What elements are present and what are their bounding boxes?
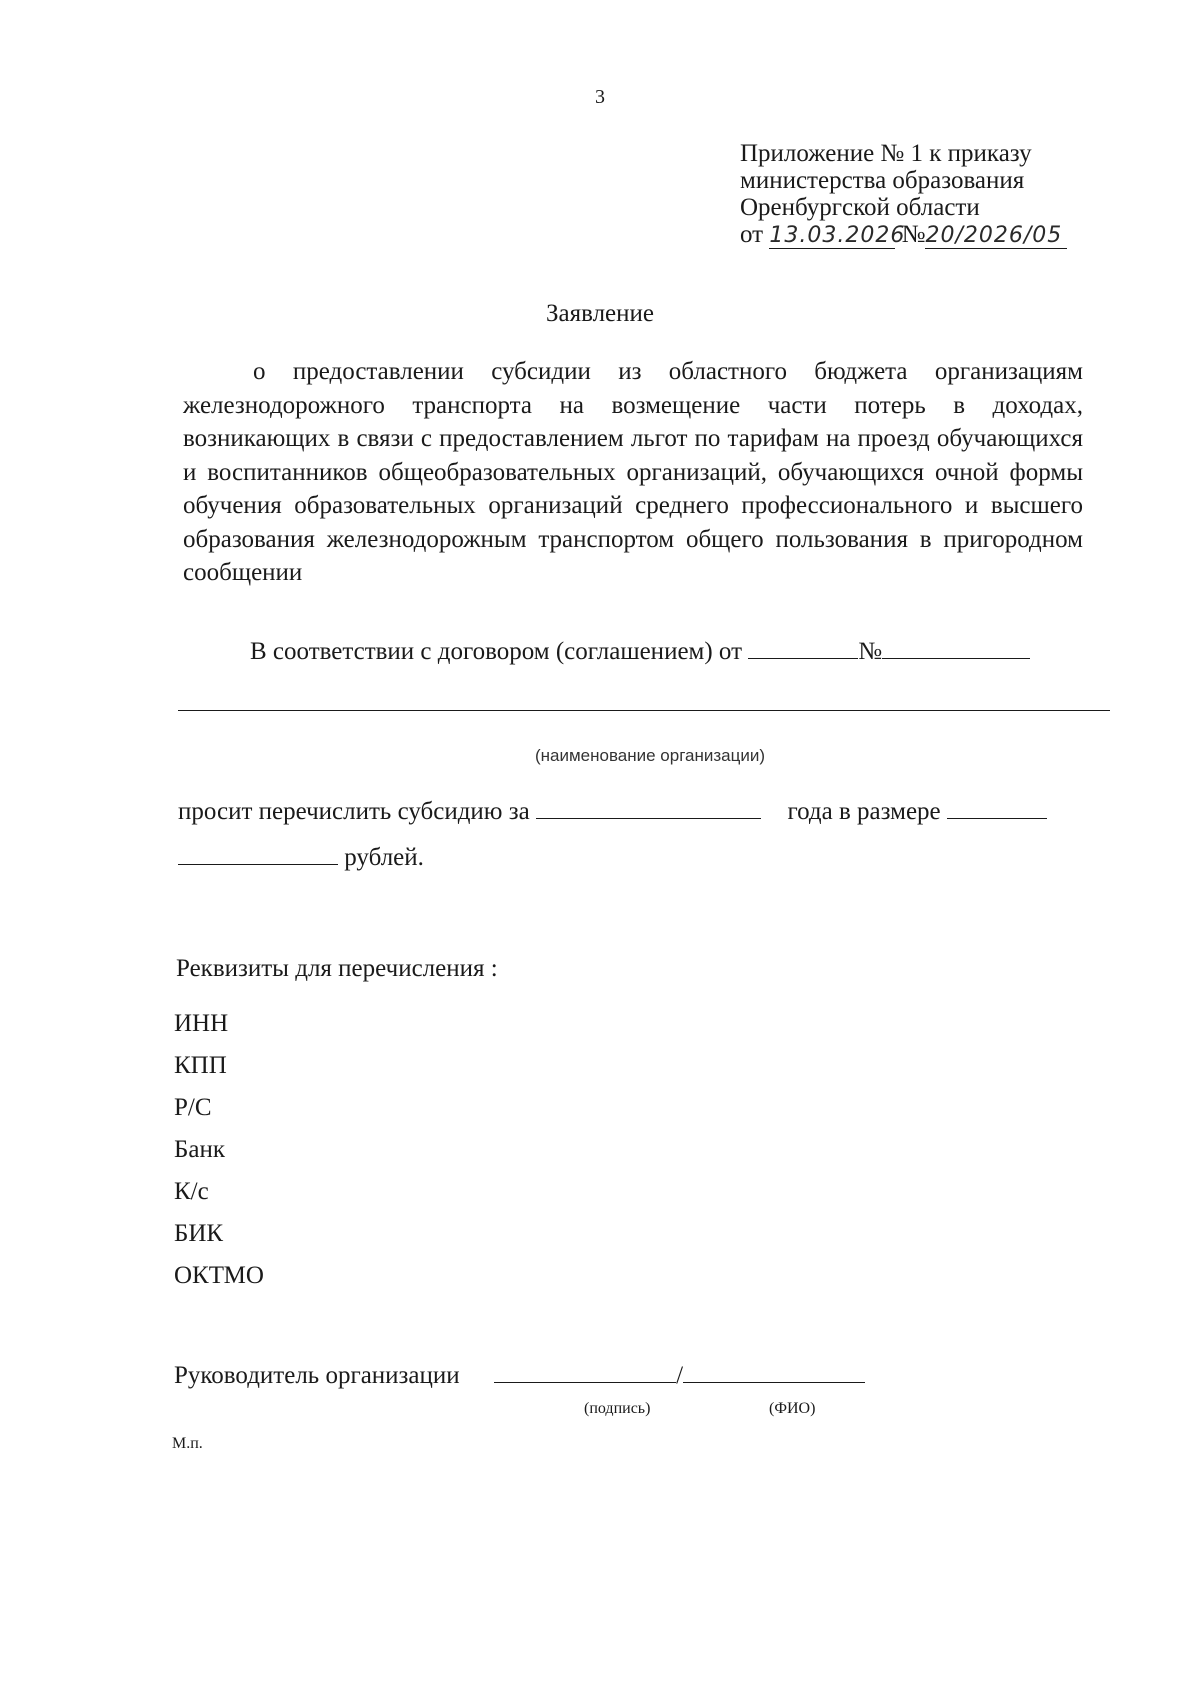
document-title: Заявление [545,300,655,327]
requisite-account: Р/С [174,1094,212,1121]
agreement-date-field[interactable] [748,636,858,659]
handwritten-date: 13.03.2026 [769,223,906,248]
amount-line [178,842,424,872]
signature-caption: (подпись) [584,1400,651,1417]
agreement-number-sign: № [858,638,883,665]
appendix-date-line [740,221,1067,249]
request-line [178,796,1047,826]
amount-field-continued[interactable] [178,842,338,865]
organization-name-caption: (наименование организации) [534,746,766,765]
fio-field[interactable] [683,1360,865,1383]
amount-unit: рублей. [344,844,424,871]
agreement-line [250,636,1030,666]
seal-mark: М.п. [172,1435,203,1452]
request-text: просит перечислить субсидию за [178,798,530,825]
fio-caption: (ФИО) [769,1400,816,1417]
requisite-oktmo: ОКТМО [174,1262,264,1289]
appendix-line-3: Оренбургской области [740,194,980,221]
handwritten-number: 20/2026/05 [925,224,1067,249]
agreement-number-field[interactable] [882,636,1030,659]
requisite-inn: ИНН [174,1010,229,1037]
period-field[interactable] [536,796,761,819]
appendix-block [740,140,1067,249]
signature-row [174,1360,865,1390]
requisite-corr-account: К/с [174,1178,209,1205]
request-text-amount: года в размере [787,798,941,825]
page-number: 3 [595,86,605,108]
requisite-bank: Банк [174,1136,225,1163]
document-subject: о предоставлении субсидии из областного бюджета организациям железнодорожного транспорта на возмещение части потерь в доходах, возникающих в связи с предоставлением льгот по тарифам на проезд обучающихся и воспитанников общеобразовательных организаций, обучающихся очной формы обучения образовательных организаций среднего профессионального и высшего образования железнодорожным транспортом общего пользования в пригородном сообщении [183,358,1083,586]
signature-separator: / [676,1362,684,1389]
requisites-list [174,1003,264,1297]
requisite-bik: БИК [174,1220,224,1247]
agreement-text: В соответствии с договором (соглашением) от [250,638,743,665]
amount-field-start[interactable] [947,796,1047,819]
organization-name-field[interactable] [178,710,1110,711]
requisite-kpp: КПП [174,1052,227,1079]
appendix-line-1: Приложение № 1 к приказу [740,140,1032,167]
signature-label: Руководитель организации [174,1362,460,1389]
appendix-date-prefix: от [740,221,764,248]
appendix-line-2: министерства образования [740,167,1025,194]
signature-field[interactable] [494,1360,676,1383]
requisites-heading: Реквизиты для перечисления : [176,955,498,982]
appendix-number-prefix: № [901,221,926,248]
